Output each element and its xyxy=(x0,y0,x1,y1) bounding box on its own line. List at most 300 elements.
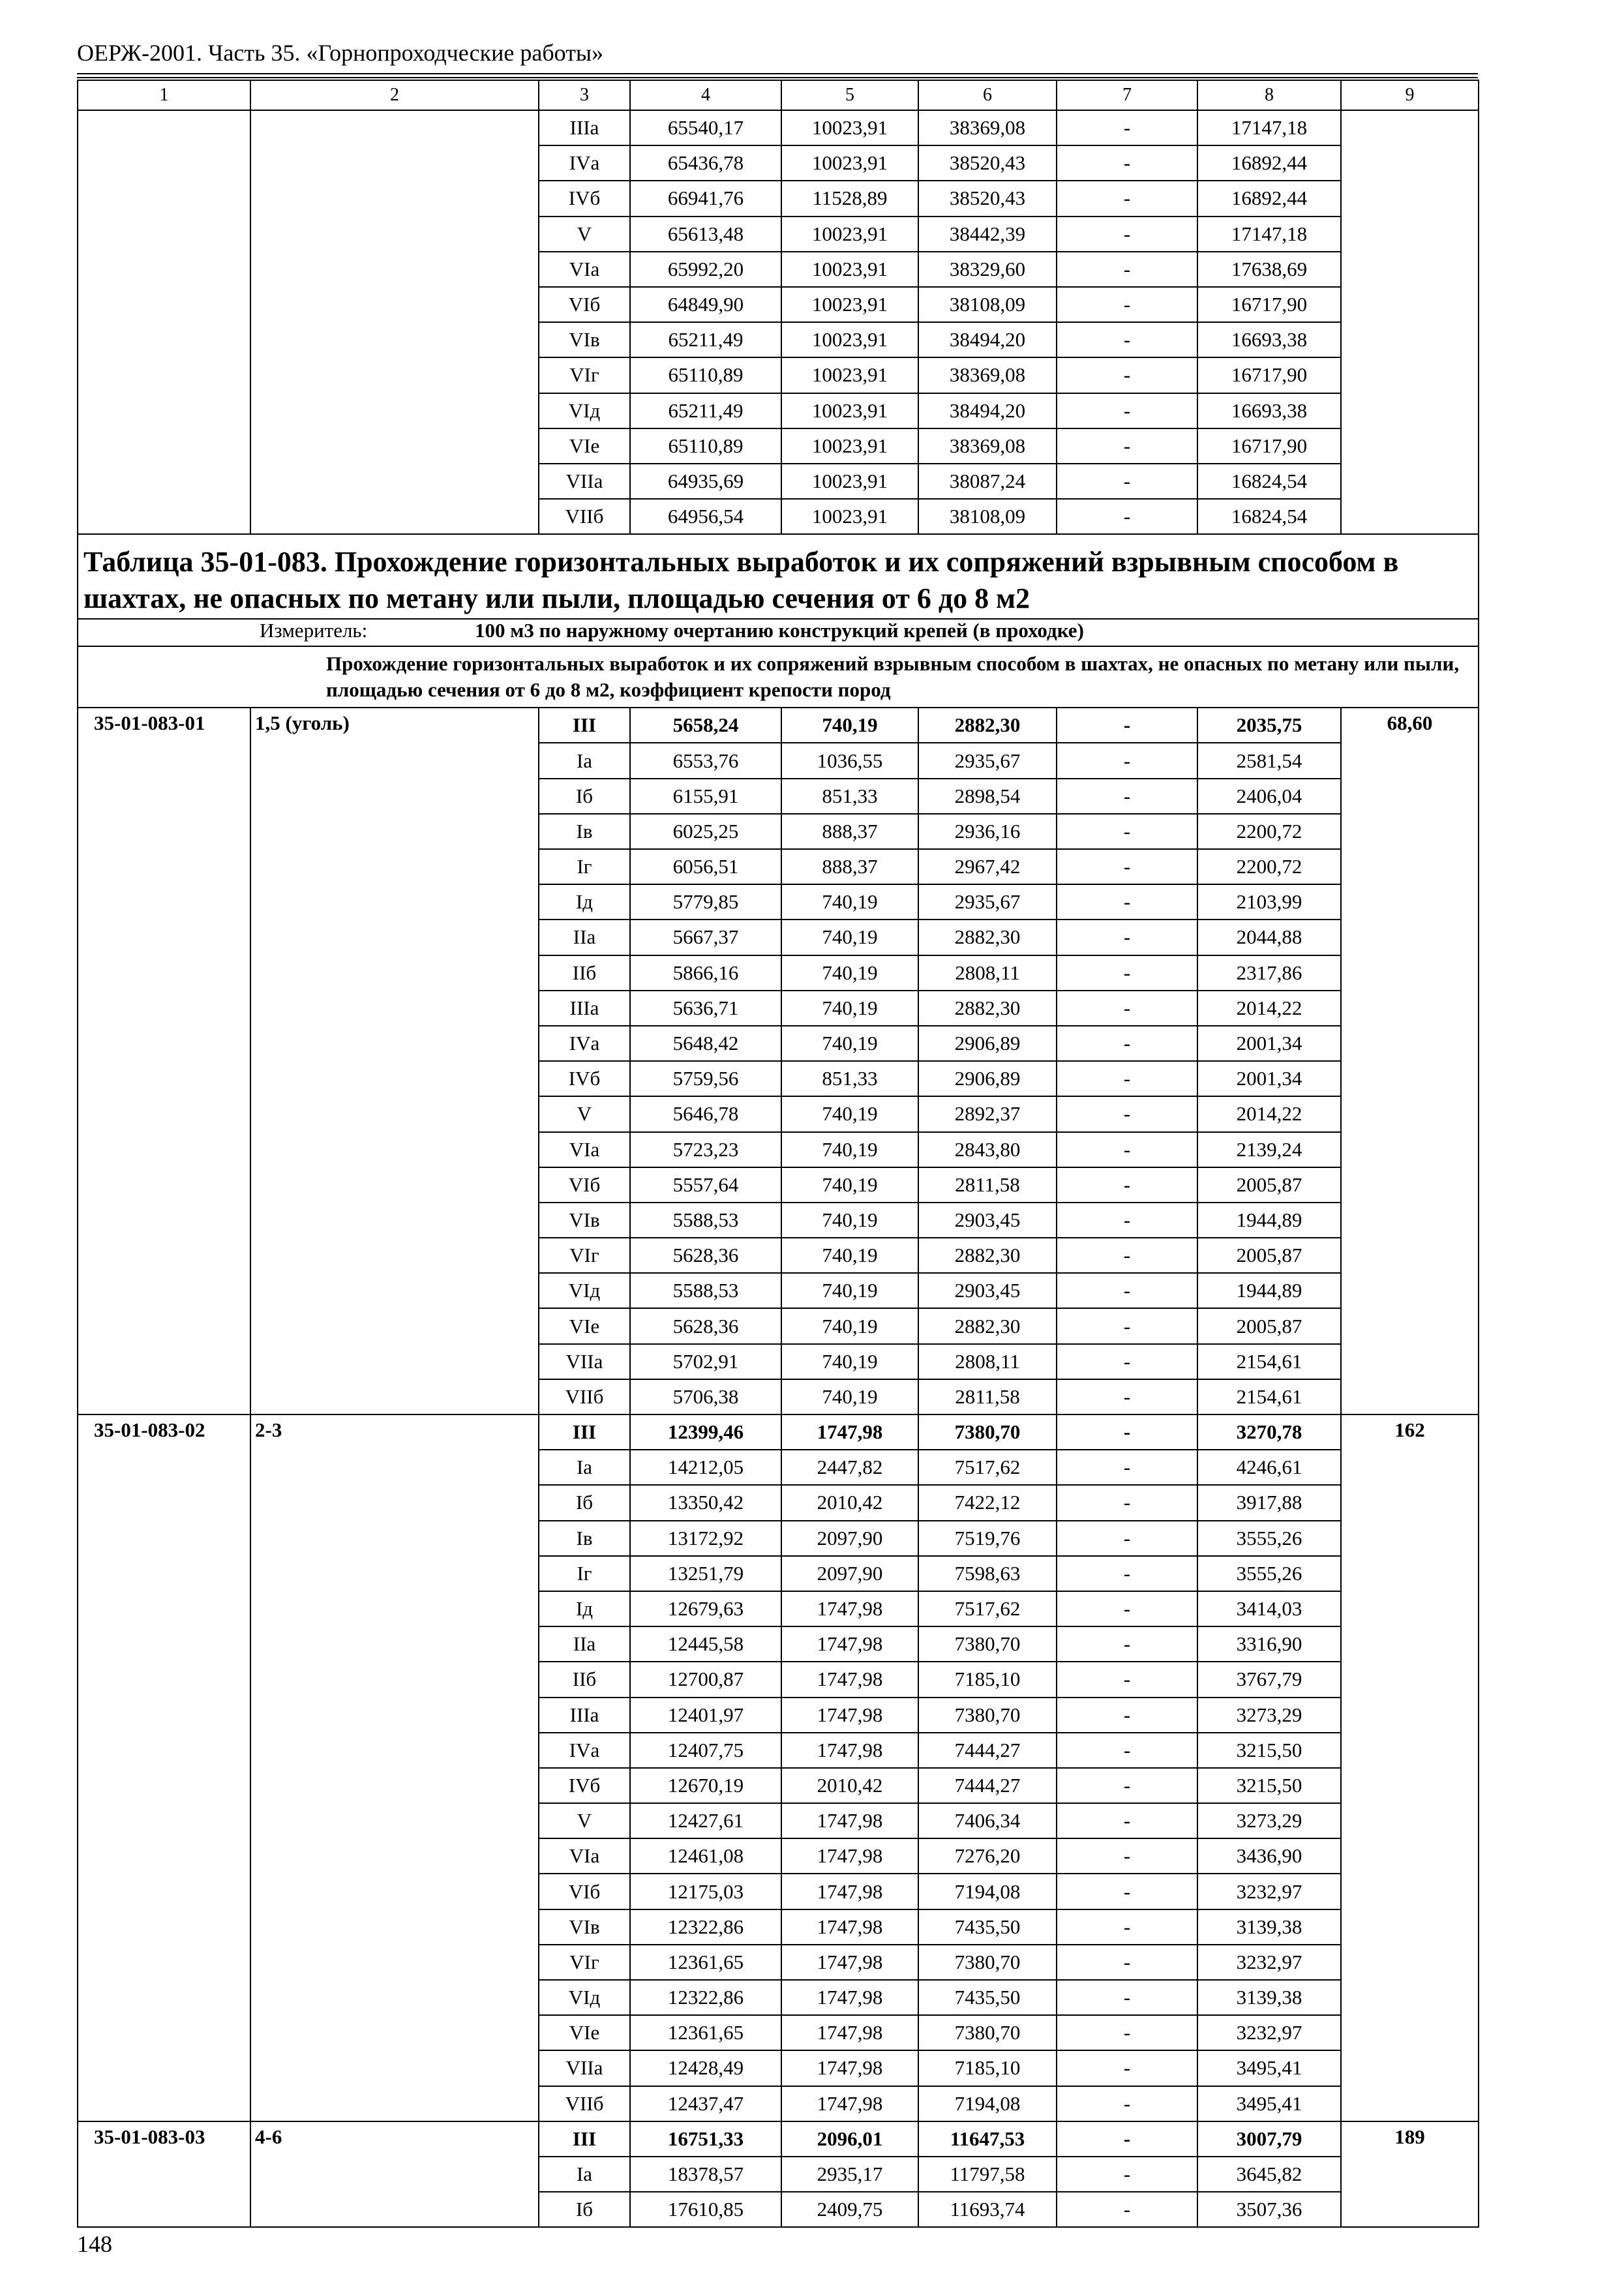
table-cell: IIIа xyxy=(539,110,630,145)
table-cell: - xyxy=(1057,1909,1197,1945)
table-cell: 2097,90 xyxy=(781,1556,918,1591)
table-cell: 12670,19 xyxy=(630,1768,781,1803)
table-row xyxy=(78,1414,1479,1450)
table-cell: 12445,58 xyxy=(630,1626,781,1662)
table-cell: 1747,98 xyxy=(781,2086,918,2121)
table-cell: 3645,82 xyxy=(1197,2157,1341,2192)
rock-hardness: 1,5 (уголь) xyxy=(250,708,539,1414)
page-header: ОЕРЖ-2001. Часть 35. «Горнопроходческие работы» xyxy=(77,40,604,66)
table-cell: 2811,58 xyxy=(918,1167,1057,1203)
table-cell: 5706,38 xyxy=(630,1379,781,1414)
rate-code: 35-01-083-01 xyxy=(78,708,250,1414)
table-cell: VIIа xyxy=(539,2050,630,2086)
table-cell: 13172,92 xyxy=(630,1521,781,1556)
table-cell: 7380,70 xyxy=(918,1945,1057,1980)
table-cell: 1747,98 xyxy=(781,1909,918,1945)
table-cell: 64935,69 xyxy=(630,464,781,499)
table-cell: - xyxy=(1057,1450,1197,1485)
table-cell: 12361,65 xyxy=(630,1945,781,1980)
table-row xyxy=(78,708,1479,743)
table-cell: IVа xyxy=(539,145,630,181)
table-cell: IVб xyxy=(539,1061,630,1096)
table-cell: Iб xyxy=(539,1485,630,1520)
table-cell: VIIа xyxy=(539,464,630,499)
blank-capacity-cell xyxy=(1341,110,1479,534)
table-cell: 7380,70 xyxy=(918,1626,1057,1662)
table-cell: 7517,62 xyxy=(918,1450,1057,1485)
table-cell: VIб xyxy=(539,1167,630,1203)
table-cell: 13350,42 xyxy=(630,1485,781,1520)
table-cell: - xyxy=(1057,1308,1197,1343)
table-cell: 2898,54 xyxy=(918,779,1057,814)
table-cell: 7598,63 xyxy=(918,1556,1057,1591)
table-cell: 3215,50 xyxy=(1197,1733,1341,1768)
table-cell: 1747,98 xyxy=(781,2015,918,2050)
table-cell: 1747,98 xyxy=(781,1698,918,1733)
table-cell: 2882,30 xyxy=(918,920,1057,955)
table-cell: 16824,54 xyxy=(1197,464,1341,499)
table-cell: - xyxy=(1057,1167,1197,1203)
table-cell: VIд xyxy=(539,1980,630,2015)
table-row xyxy=(78,110,1479,145)
meter-label: Измеритель: xyxy=(260,619,368,642)
table-cell: VIв xyxy=(539,322,630,357)
table-cell: 3495,41 xyxy=(1197,2086,1341,2121)
table-cell: 740,19 xyxy=(781,920,918,955)
blank-code-cell xyxy=(78,110,250,534)
table-cell: VIб xyxy=(539,287,630,322)
table-cell: 3215,50 xyxy=(1197,1768,1341,1803)
table-cell: 1747,98 xyxy=(781,1803,918,1838)
table-cell: 10023,91 xyxy=(781,428,918,464)
table-cell: VIIб xyxy=(539,499,630,534)
table-cell: 38520,43 xyxy=(918,181,1057,216)
rock-hardness: 2-3 xyxy=(250,1414,539,2121)
table-cell: VIIа xyxy=(539,1344,630,1379)
table-cell: 12401,97 xyxy=(630,1698,781,1733)
table-cell: 1747,98 xyxy=(781,1662,918,1697)
table-cell: - xyxy=(1057,1096,1197,1131)
table-cell: 1747,98 xyxy=(781,1733,918,1768)
table-cell: 16717,90 xyxy=(1197,357,1341,393)
table-cell: 17638,69 xyxy=(1197,252,1341,287)
capacity-value: 68,60 xyxy=(1341,708,1479,1414)
table-cell: 38369,08 xyxy=(918,357,1057,393)
table-cell: 3555,26 xyxy=(1197,1521,1341,1556)
table-cell: 740,19 xyxy=(781,1096,918,1131)
table-cell: 3414,03 xyxy=(1197,1591,1341,1626)
table-cell: 1747,98 xyxy=(781,1874,918,1909)
table-cell: 3436,90 xyxy=(1197,1838,1341,1874)
table-cell: - xyxy=(1057,1379,1197,1414)
table-cell: 7435,50 xyxy=(918,1909,1057,1945)
table-cell: 38520,43 xyxy=(918,145,1057,181)
table-cell: 5667,37 xyxy=(630,920,781,955)
table-cell: IIа xyxy=(539,1626,630,1662)
table-cell: 38369,08 xyxy=(918,428,1057,464)
table-cell: 3555,26 xyxy=(1197,1556,1341,1591)
table-cell: 740,19 xyxy=(781,1203,918,1238)
table-cell: 740,19 xyxy=(781,884,918,920)
table-cell: V xyxy=(539,1803,630,1838)
table-cell: 740,19 xyxy=(781,1273,918,1308)
table-cell: 16892,44 xyxy=(1197,181,1341,216)
table-cell: 2882,30 xyxy=(918,991,1057,1026)
table-cell: 66941,76 xyxy=(630,181,781,216)
meter-value: 100 м3 по наружному очертанию конструкций крепей (в проходке) xyxy=(475,619,1084,642)
table-cell: - xyxy=(1057,955,1197,991)
table-cell: VIе xyxy=(539,428,630,464)
table-cell: 5658,24 xyxy=(630,708,781,743)
table-cell: 2139,24 xyxy=(1197,1132,1341,1167)
table-cell: 38108,09 xyxy=(918,499,1057,534)
meter-cell xyxy=(78,619,1479,646)
table-cell: VIа xyxy=(539,252,630,287)
table-cell: IIIа xyxy=(539,991,630,1026)
table-cell: 11797,58 xyxy=(918,2157,1057,2192)
table-cell: - xyxy=(1057,393,1197,428)
table-cell: - xyxy=(1057,743,1197,778)
table-cell: 5646,78 xyxy=(630,1096,781,1131)
table-cell: IVб xyxy=(539,181,630,216)
table-cell: 65540,17 xyxy=(630,110,781,145)
table-cell: 12175,03 xyxy=(630,1874,781,1909)
table-cell: - xyxy=(1057,181,1197,216)
table-cell: 16824,54 xyxy=(1197,499,1341,534)
table-cell: 740,19 xyxy=(781,708,918,743)
table-cell: 2409,75 xyxy=(781,2192,918,2227)
table-cell: 6553,76 xyxy=(630,743,781,778)
table-cell: 12700,87 xyxy=(630,1662,781,1697)
table-cell: 10023,91 xyxy=(781,322,918,357)
table-cell: 740,19 xyxy=(781,1238,918,1273)
table-cell: 65992,20 xyxy=(630,252,781,287)
table-cell: 740,19 xyxy=(781,1379,918,1414)
blank-rock-cell xyxy=(250,110,539,534)
table-cell: 7422,12 xyxy=(918,1485,1057,1520)
table-cell: 10023,91 xyxy=(781,145,918,181)
table-cell: 5588,53 xyxy=(630,1203,781,1238)
column-number: 4 xyxy=(630,80,781,110)
table-cell: 1036,55 xyxy=(781,743,918,778)
table-cell: 5702,91 xyxy=(630,1344,781,1379)
table-cell: VIа xyxy=(539,1838,630,1874)
table-cell: - xyxy=(1057,1485,1197,1520)
table-cell: - xyxy=(1057,322,1197,357)
table-cell: 3917,88 xyxy=(1197,1485,1341,1520)
table-cell: Iб xyxy=(539,779,630,814)
table-cell: - xyxy=(1057,464,1197,499)
table-cell: 38494,20 xyxy=(918,322,1057,357)
table-cell: 16751,33 xyxy=(630,2121,781,2157)
table-cell: - xyxy=(1057,1803,1197,1838)
table-cell: 740,19 xyxy=(781,955,918,991)
table-cell: - xyxy=(1057,991,1197,1026)
table-cell: Iг xyxy=(539,849,630,884)
table-cell: VIг xyxy=(539,1238,630,1273)
table-cell: Iв xyxy=(539,1521,630,1556)
table-cell: 2010,42 xyxy=(781,1485,918,1520)
table-cell: 38108,09 xyxy=(918,287,1057,322)
table-cell: 38329,60 xyxy=(918,252,1057,287)
table-cell: 10023,91 xyxy=(781,287,918,322)
table-cell: - xyxy=(1057,1556,1197,1591)
table-cell: 12407,75 xyxy=(630,1733,781,1768)
table-cell: 11693,74 xyxy=(918,2192,1057,2227)
table-cell: 2581,54 xyxy=(1197,743,1341,778)
table-cell: - xyxy=(1057,708,1197,743)
table-cell: 2447,82 xyxy=(781,1450,918,1485)
table-cell: 888,37 xyxy=(781,849,918,884)
column-number: 1 xyxy=(78,80,250,110)
table-cell: Iа xyxy=(539,1450,630,1485)
table-cell: 17147,18 xyxy=(1197,110,1341,145)
table-cell: 740,19 xyxy=(781,1026,918,1061)
table-cell: 17147,18 xyxy=(1197,217,1341,252)
table-cell: 5866,16 xyxy=(630,955,781,991)
table-cell: 17610,85 xyxy=(630,2192,781,2227)
table-cell: - xyxy=(1057,1838,1197,1874)
table-cell: 2808,11 xyxy=(918,955,1057,991)
table-cell: 3273,29 xyxy=(1197,1698,1341,1733)
table-title-row xyxy=(78,534,1479,619)
table-cell: 4246,61 xyxy=(1197,1450,1341,1485)
table-cell: 2154,61 xyxy=(1197,1344,1341,1379)
table-cell: 2882,30 xyxy=(918,1308,1057,1343)
table-cell: 2154,61 xyxy=(1197,1379,1341,1414)
table-cell: 2005,87 xyxy=(1197,1167,1341,1203)
table-cell: 2044,88 xyxy=(1197,920,1341,955)
table-cell: 6155,91 xyxy=(630,779,781,814)
table-cell: 2014,22 xyxy=(1197,991,1341,1026)
table-cell: 2097,90 xyxy=(781,1521,918,1556)
table-cell: 5779,85 xyxy=(630,884,781,920)
table-cell: - xyxy=(1057,499,1197,534)
table-cell: VIа xyxy=(539,1132,630,1167)
table-cell: 740,19 xyxy=(781,1344,918,1379)
table-cell: IIа xyxy=(539,920,630,955)
table-cell: IVа xyxy=(539,1733,630,1768)
table-cell: 3273,29 xyxy=(1197,1803,1341,1838)
table-cell: - xyxy=(1057,1768,1197,1803)
table-cell: - xyxy=(1057,2015,1197,2050)
table-cell: 16717,90 xyxy=(1197,428,1341,464)
table-cell: 7276,20 xyxy=(918,1838,1057,1874)
price-table xyxy=(77,80,1479,2228)
table-cell: - xyxy=(1057,428,1197,464)
table-cell: - xyxy=(1057,1945,1197,1980)
table-cell: IVб xyxy=(539,1768,630,1803)
table-cell: 16892,44 xyxy=(1197,145,1341,181)
table-cell: - xyxy=(1057,920,1197,955)
table-cell: - xyxy=(1057,1132,1197,1167)
table-cell: 5588,53 xyxy=(630,1273,781,1308)
table-cell: 2808,11 xyxy=(918,1344,1057,1379)
table-cell: - xyxy=(1057,252,1197,287)
table-cell: - xyxy=(1057,2157,1197,2192)
table-cell: 1747,98 xyxy=(781,1945,918,1980)
table-cell: - xyxy=(1057,357,1197,393)
table-cell: Iа xyxy=(539,743,630,778)
table-cell: 64849,90 xyxy=(630,287,781,322)
table-cell: - xyxy=(1057,1733,1197,1768)
table-cell: 1944,89 xyxy=(1197,1273,1341,1308)
table-cell: III xyxy=(539,1414,630,1450)
table-cell: 7406,34 xyxy=(918,1803,1057,1838)
table-cell: 13251,79 xyxy=(630,1556,781,1591)
table-cell: Iд xyxy=(539,884,630,920)
table-cell: 2811,58 xyxy=(918,1379,1057,1414)
table-cell: 7380,70 xyxy=(918,1698,1057,1733)
table-cell: 10023,91 xyxy=(781,499,918,534)
table-cell: 65436,78 xyxy=(630,145,781,181)
table-cell: VIд xyxy=(539,1273,630,1308)
header-rule xyxy=(77,73,1478,74)
table-cell: - xyxy=(1057,814,1197,849)
table-cell: 2005,87 xyxy=(1197,1238,1341,1273)
table-cell: 3007,79 xyxy=(1197,2121,1341,2157)
table-cell: 740,19 xyxy=(781,991,918,1026)
rate-code: 35-01-083-03 xyxy=(78,2121,250,2228)
table-cell: 3232,97 xyxy=(1197,2015,1341,2050)
table-cell: 2903,45 xyxy=(918,1203,1057,1238)
table-cell: - xyxy=(1057,2086,1197,2121)
rate-code: 35-01-083-02 xyxy=(78,1414,250,2121)
table-cell: 2936,16 xyxy=(918,814,1057,849)
table-cell: 1747,98 xyxy=(781,1980,918,2015)
table-cell: - xyxy=(1057,2050,1197,2086)
table-cell: 12679,63 xyxy=(630,1591,781,1626)
table-cell: 12322,86 xyxy=(630,1909,781,1945)
table-cell: 3139,38 xyxy=(1197,1909,1341,1945)
table-cell: 38369,08 xyxy=(918,110,1057,145)
table-cell: IIIа xyxy=(539,1698,630,1733)
table-cell: 740,19 xyxy=(781,1167,918,1203)
table-cell: IIб xyxy=(539,955,630,991)
header-rule xyxy=(77,77,1478,78)
table-cell: - xyxy=(1057,1980,1197,2015)
table-cell: Iа xyxy=(539,2157,630,2192)
table-cell: 2317,86 xyxy=(1197,955,1341,991)
table-cell: VIIб xyxy=(539,2086,630,2121)
table-cell: 2406,04 xyxy=(1197,779,1341,814)
table-cell: 38087,24 xyxy=(918,464,1057,499)
table-cell: 7444,27 xyxy=(918,1768,1057,1803)
table-cell: 5628,36 xyxy=(630,1238,781,1273)
table-cell: VIв xyxy=(539,1909,630,1945)
table-cell: - xyxy=(1057,1626,1197,1662)
table-cell: 1944,89 xyxy=(1197,1203,1341,1238)
table-cell: VIг xyxy=(539,1945,630,1980)
table-cell: 2906,89 xyxy=(918,1061,1057,1096)
table-cell: - xyxy=(1057,2121,1197,2157)
table-cell: 38494,20 xyxy=(918,393,1057,428)
table-cell: - xyxy=(1057,1203,1197,1238)
table-cell: 7185,10 xyxy=(918,1662,1057,1697)
column-number: 9 xyxy=(1341,80,1479,110)
table-cell: 10023,91 xyxy=(781,110,918,145)
table-cell: 10023,91 xyxy=(781,217,918,252)
table-cell: 7380,70 xyxy=(918,2015,1057,2050)
table-cell: 12437,47 xyxy=(630,2086,781,2121)
table-cell: 3232,97 xyxy=(1197,1945,1341,1980)
table-cell: 2882,30 xyxy=(918,1238,1057,1273)
column-number: 2 xyxy=(250,80,539,110)
table-cell: V xyxy=(539,1096,630,1131)
table-cell: 12322,86 xyxy=(630,1980,781,2015)
column-number: 7 xyxy=(1057,80,1197,110)
table-cell: 1747,98 xyxy=(781,1626,918,1662)
table-cell: VIе xyxy=(539,1308,630,1343)
table-cell: 2096,01 xyxy=(781,2121,918,2157)
table-cell: - xyxy=(1057,145,1197,181)
table-cell: 6025,25 xyxy=(630,814,781,849)
table-cell: 740,19 xyxy=(781,1132,918,1167)
description: Прохождение горизонтальных выработок и их сопряжений взрывным способом в шахтах, не опасных по метану или пыли, площадью сечения от 6 до 8 м2, коэффициент крепости пород xyxy=(78,646,1479,708)
table-cell: VIг xyxy=(539,357,630,393)
table-cell: 2935,67 xyxy=(918,884,1057,920)
table-cell: 2005,87 xyxy=(1197,1308,1341,1343)
table-cell: - xyxy=(1057,779,1197,814)
table-cell: 2843,80 xyxy=(918,1132,1057,1167)
table-cell: - xyxy=(1057,849,1197,884)
table-cell: 2103,99 xyxy=(1197,884,1341,920)
table-cell: 5557,64 xyxy=(630,1167,781,1203)
table-cell: Iб xyxy=(539,2192,630,2227)
table-cell: IVа xyxy=(539,1026,630,1061)
column-number: 6 xyxy=(918,80,1057,110)
table-cell: VIв xyxy=(539,1203,630,1238)
table-cell: 65110,89 xyxy=(630,357,781,393)
table-cell: 6056,51 xyxy=(630,849,781,884)
table-cell: 65613,48 xyxy=(630,217,781,252)
table-cell: 1747,98 xyxy=(781,2050,918,2086)
table-cell: 12427,61 xyxy=(630,1803,781,1838)
table-cell: 65211,49 xyxy=(630,393,781,428)
table-cell: - xyxy=(1057,217,1197,252)
meter-row xyxy=(78,619,1479,646)
table-cell: 2200,72 xyxy=(1197,849,1341,884)
table-cell: 7435,50 xyxy=(918,1980,1057,2015)
table-cell: 10023,91 xyxy=(781,464,918,499)
table-cell: 7185,10 xyxy=(918,2050,1057,2086)
table-cell: IIб xyxy=(539,1662,630,1697)
table-cell: Iг xyxy=(539,1556,630,1591)
table-cell: 7380,70 xyxy=(918,1414,1057,1450)
table-cell: 2200,72 xyxy=(1197,814,1341,849)
capacity-value: 162 xyxy=(1341,1414,1479,2121)
table-cell: - xyxy=(1057,287,1197,322)
table-cell: 7517,62 xyxy=(918,1591,1057,1626)
table-cell: 7194,08 xyxy=(918,2086,1057,2121)
column-number: 3 xyxy=(539,80,630,110)
table-cell: - xyxy=(1057,884,1197,920)
table-cell: 65211,49 xyxy=(630,322,781,357)
table-cell: 16693,38 xyxy=(1197,322,1341,357)
table-cell: VIб xyxy=(539,1874,630,1909)
column-number: 5 xyxy=(781,80,918,110)
table-cell: - xyxy=(1057,1591,1197,1626)
table-cell: 12399,46 xyxy=(630,1414,781,1450)
table-row xyxy=(78,2121,1479,2157)
table-cell: 2882,30 xyxy=(918,708,1057,743)
table-cell: - xyxy=(1057,1414,1197,1450)
table-cell: VIIб xyxy=(539,1379,630,1414)
capacity-value: 189 xyxy=(1341,2121,1479,2228)
table-cell: 1747,98 xyxy=(781,1591,918,1626)
table-cell: 3139,38 xyxy=(1197,1980,1341,2015)
table-cell: - xyxy=(1057,1061,1197,1096)
